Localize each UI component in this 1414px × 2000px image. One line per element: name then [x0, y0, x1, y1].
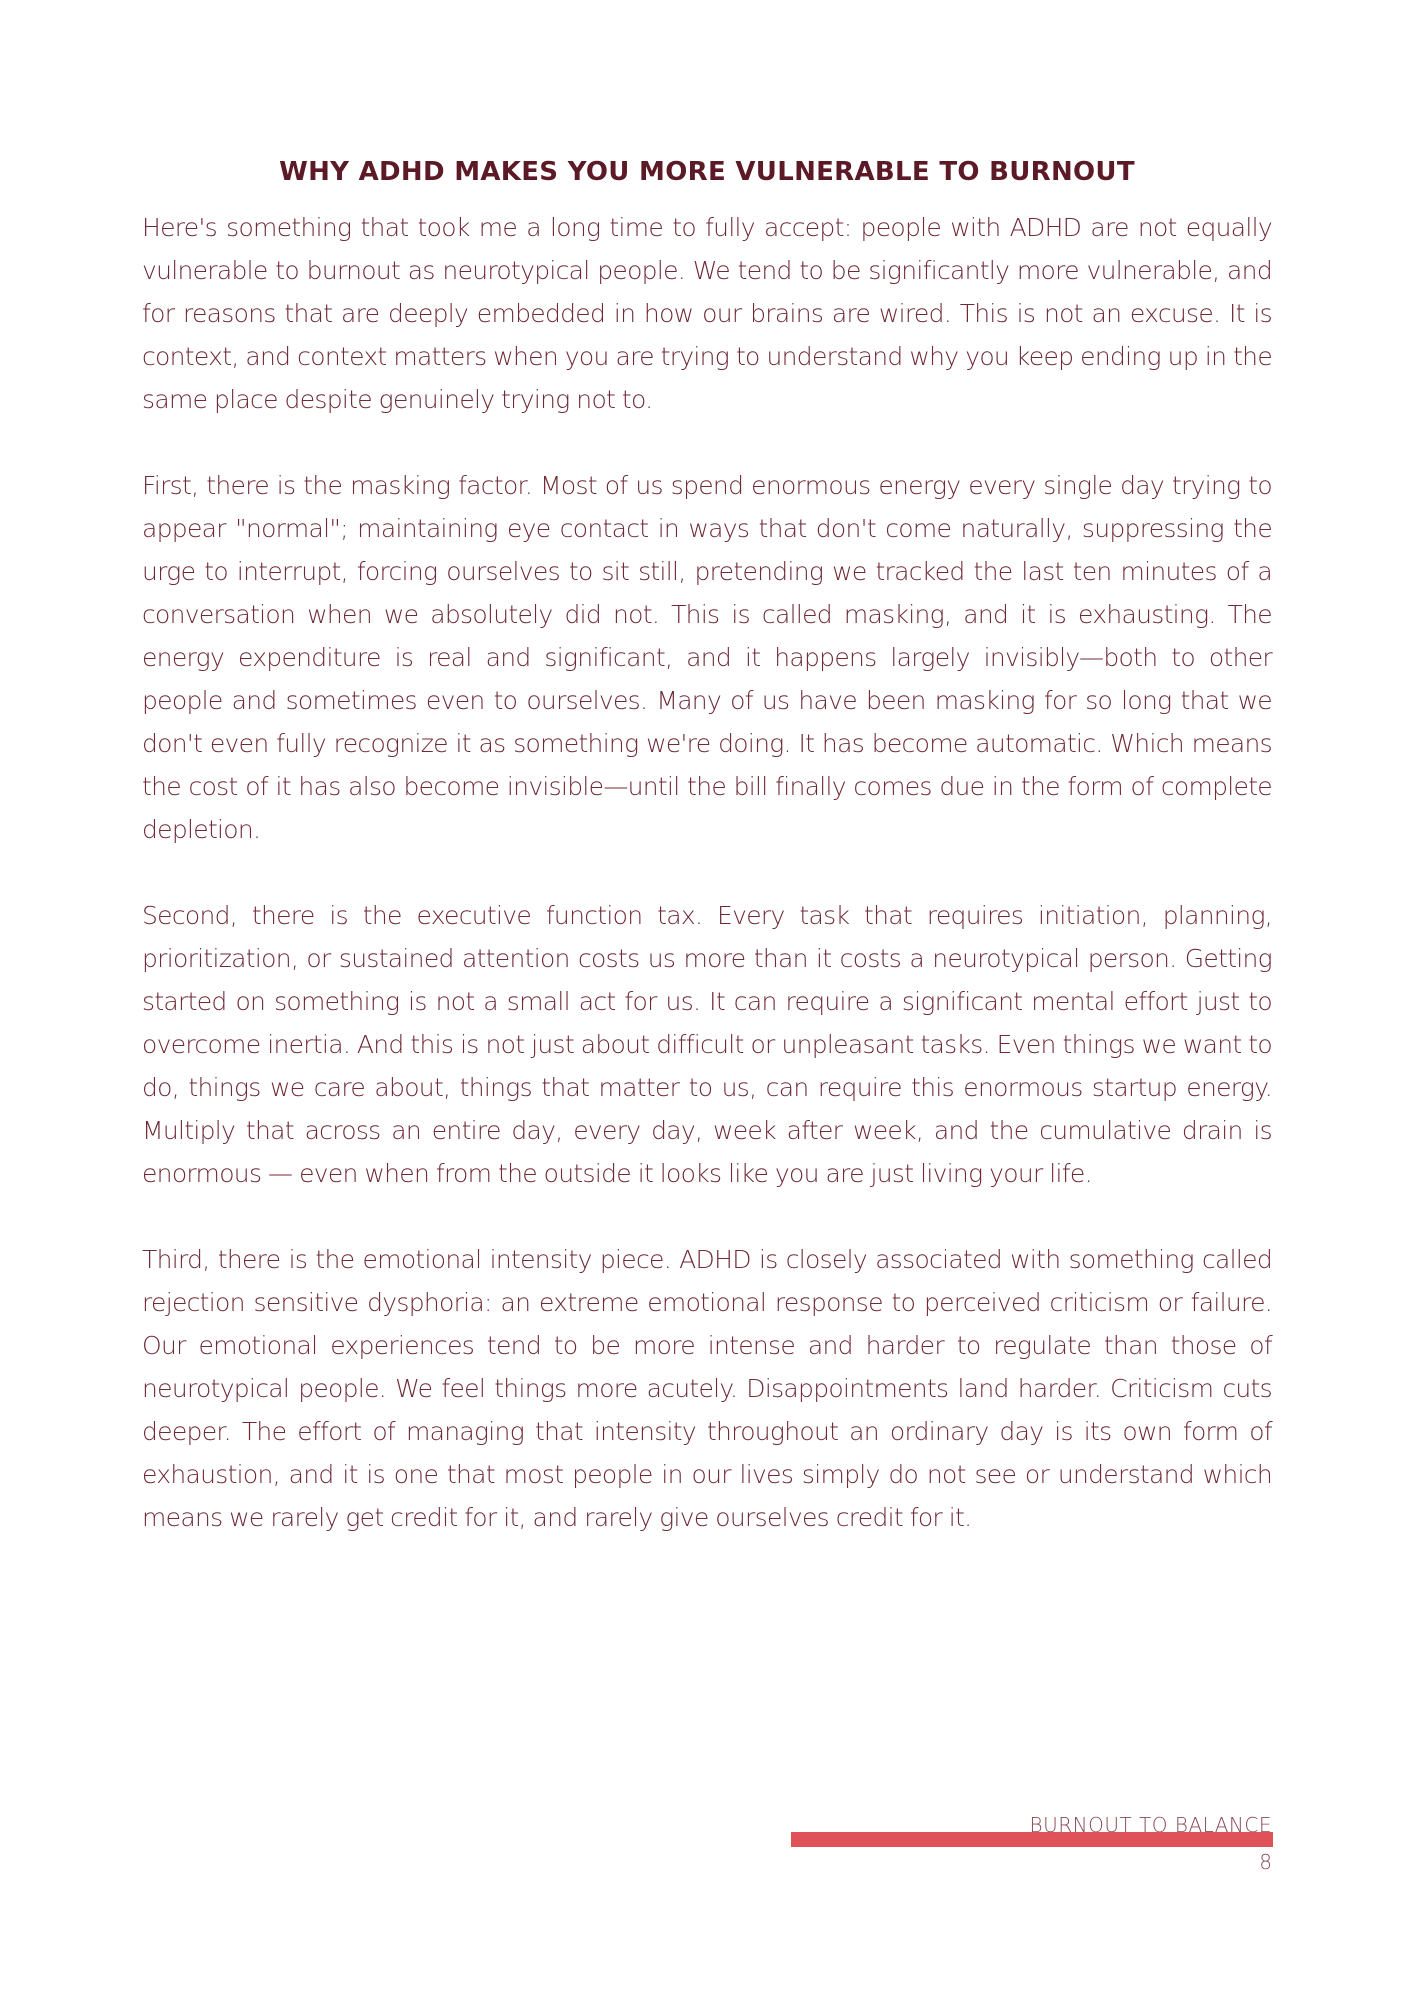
paragraph-executive-function: Second, there is the executive function tax. Every task that requires initiation, planning, prioritization, or sustained attention costs us more than it costs a neurotypical person. Getting started on something is not a small act for us. It can require a significant mental effort just to overcome inertia. And this is not just about difficult or unpleasant tasks. Even things we want to do, things we care about, things that matter to us, can require this enormous startup energy. Multiply that across an entire day, every day, week after week, and the cumulative drain is enormous — even when from the outside it looks like you are just living your life. — [142, 901, 1272, 1188]
section-heading: WHY ADHD MAKES YOU MORE VULNERABLE TO BURNOUT — [279, 157, 1135, 187]
paragraph-masking: First, there is the masking factor. Most of us spend enormous energy every single day trying to appear "normal"; maintaining eye contact in ways that don't come naturally, suppressing the urge to interrupt, forcing ourselves to sit still, pretending we tracked the last ten minutes of a conversation when we absolutely did not. This is called masking, and it is exhausting. The energy expenditure is real and significant, and it happens largely invisibly—both to other people and sometimes even to ourselves. Many of us have been masking for so long that we don't even fully recognize it as something we're doing. It has become automatic. Which means the cost of it has also become invisible—until the bill finally comes due in the form of complete depletion. — [142, 471, 1272, 844]
body-text — [142, 206, 1272, 1582]
paragraph-emotional-intensity: Third, there is the emotional intensity piece. ADHD is closely associated with something called rejection sensitive dysphoria: an extreme emotional response to perceived criticism or failure. Our emotional experiences tend to be more intense and harder to regulate than those of neurotypical people. We feel things more acutely. Disappointments land harder. Criticism cuts deeper. The effort of managing that intensity throughout an ordinary day is its own form of exhaustion, and it is one that most people in our lives simply do not see or understand which means we rarely get credit for it, and rarely give ourselves credit for it. — [142, 1245, 1272, 1532]
page-number: 8 — [1259, 1850, 1272, 1874]
paragraph-intro: Here's something that took me a long time to fully accept: people with ADHD are not equally vulnerable to burnout as neurotypical people. We tend to be significantly more vulnerable, and for reasons that are deeply embedded in how our brains are wired. This is not an excuse. It is context, and context matters when you are trying to understand why you keep ending up in the same place despite genuinely trying not to. — [142, 213, 1272, 414]
footer-book-title: BURNOUT TO BALANCE — [1029, 1813, 1272, 1837]
